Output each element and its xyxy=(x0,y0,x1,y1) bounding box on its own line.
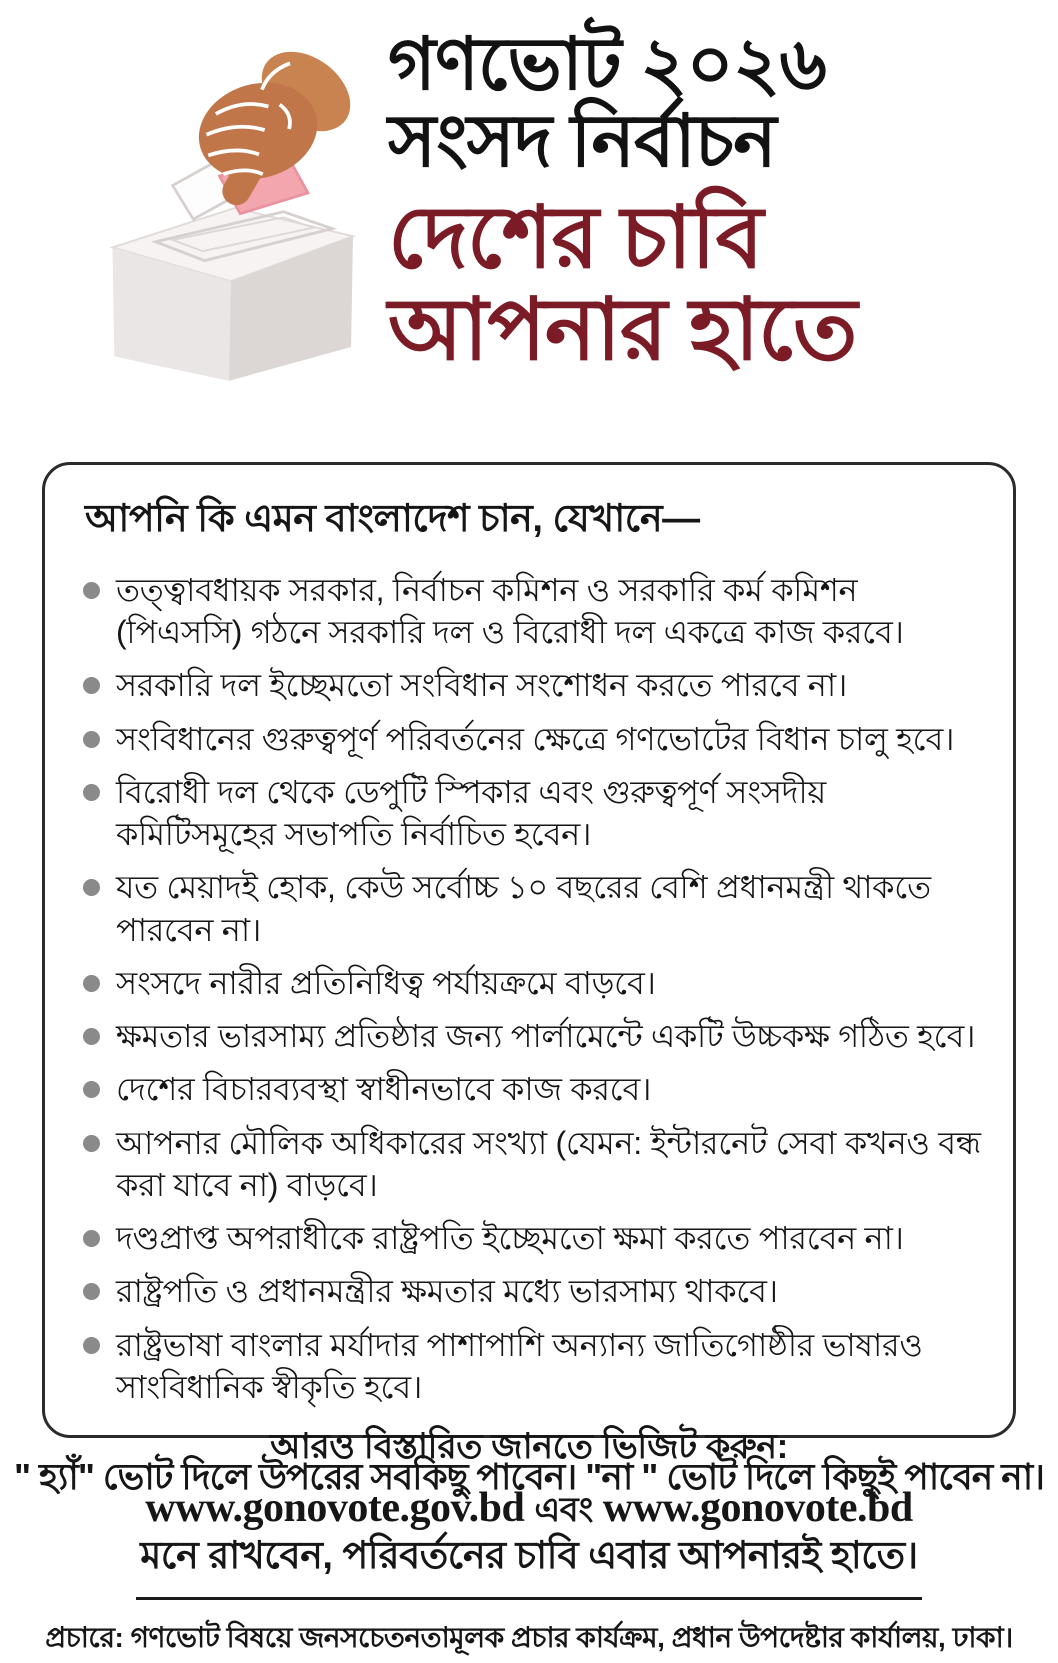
bullet-text: দেশের বিচারব্যবস্থা স্বাধীনভাবে কাজ করবে। xyxy=(116,1071,652,1108)
bullet-text: রাষ্ট্রপতি ও প্রধানমন্ত্রীর ক্ষমতার মধ্যে ভারসাম্য থাকবে। xyxy=(116,1273,778,1310)
list-item xyxy=(77,664,981,706)
title-line-2: সংসদ নির্বাচন xyxy=(388,101,776,183)
remember-line-wrap xyxy=(0,1526,1058,1600)
remember-line: মনে রাখবেন, পরিবর্তনের চাবি এবার আপনারই হাতে। xyxy=(136,1526,921,1600)
bullet-dot-icon xyxy=(83,731,100,748)
list-item xyxy=(77,718,981,760)
visit-prompt: আরও বিস্তারিত জানতে ভিজিট করুন: xyxy=(270,1426,788,1466)
list-item xyxy=(77,866,981,950)
bullet-list xyxy=(77,569,981,1408)
bullet-dot-icon xyxy=(83,784,100,801)
bullet-text: সরকারি দল ইচ্ছেমতো সংবিধান সংশোধন করতে পারবে না। xyxy=(116,667,848,704)
bullet-dot-icon xyxy=(83,1337,100,1354)
list-item xyxy=(77,1068,981,1110)
title-line-1: গণভোট ২০২৬ xyxy=(388,24,826,105)
bullet-text: সংসদে নারীর প্রতিনিধিত্ব পর্যায়ক্রমে বাড়বে। xyxy=(116,964,656,1001)
poster-header xyxy=(0,0,1058,452)
list-item xyxy=(77,1217,981,1259)
bullet-dot-icon xyxy=(83,975,100,992)
bullet-text: দণ্ডপ্রাপ্ত অপরাধীকে রাষ্ট্রপতি ইচ্ছেমতো ক্ষমা করতে পারবেন না। xyxy=(116,1220,904,1257)
bullet-dot-icon xyxy=(83,1135,100,1152)
list-item xyxy=(77,1324,981,1408)
bullet-dot-icon xyxy=(83,1028,100,1045)
title-block xyxy=(368,0,1058,452)
list-item xyxy=(77,1015,981,1057)
list-item xyxy=(77,569,981,653)
list-item xyxy=(77,771,981,855)
bullet-text: আপনার মৌলিক অধিকারের সংখ্যা (যেমন: ইন্টারনেট সেবা কখনও বন্ধ করা যাবে না) বাড়বে। xyxy=(116,1124,981,1203)
url-main: www.gonovote.bd xyxy=(602,1484,913,1531)
bullet-text: সংবিধানের গুরুত্বপূর্ণ পরিবর্তনের ক্ষেত্রে গণভোটের বিধান চালু হবে। xyxy=(116,720,955,757)
url-gov: www.gonovote.gov.bd xyxy=(145,1484,525,1531)
bullet-dot-icon xyxy=(83,1230,100,1247)
bullet-text: যত মেয়াদই হোক, কেউ সর্বোচ্চ ১০ বছরের বেশি প্রধানমন্ত্রী থাকতে পারবেন না। xyxy=(116,869,931,948)
bullet-dot-icon xyxy=(83,677,100,694)
slogan-line-1: দেশের চাবি xyxy=(388,189,763,286)
bullet-dot-icon xyxy=(83,1283,100,1300)
bullet-text: তত্ত্বাবধায়ক সরকার, নির্বাচন কমিশন ও সরকারি কর্ম কমিশন (পিএসসি) গঠনে সরকারি দল ও বিরোধী দল একত্রে কাজ করবে। xyxy=(116,572,904,651)
list-item xyxy=(77,962,981,1004)
list-item xyxy=(77,1122,981,1206)
question-box-heading: আপনি কি এমন বাংলাদেশ চান, যেখানে— xyxy=(85,498,700,540)
bullet-dot-icon xyxy=(83,1081,100,1098)
bullet-text: ক্ষমতার ভারসাম্য প্রতিষ্ঠার জন্য পার্লামেন্টে একটি উচ্চকক্ষ গঠিত হবে। xyxy=(116,1018,976,1055)
bullet-dot-icon xyxy=(83,879,100,896)
bullet-dot-icon xyxy=(83,582,100,599)
ballot-box-hand-icon xyxy=(58,38,368,393)
yes-no-vote-line: " হ্যাঁ" ভোট দিলে উপরের সবকিছু পাবেন। "না " ভোট দিলে কিছুই পাবেন না। xyxy=(13,1456,1045,1497)
campaign-credit-line: প্রচারে: গণভোট বিষয়ে জনসচেতনতামূলক প্রচার কার্যক্রম, প্রধান উপদেষ্টার কার্যালয়, ঢাকা। xyxy=(45,1622,1013,1653)
bullet-text: রাষ্ট্রভাষা বাংলার মর্যাদার পাশাপাশি অন্যান্য জাতিগোষ্ঠীর ভাষারও সাংবিধানিক স্বীকৃতি হবে। xyxy=(116,1326,923,1405)
slogan-line-2: আপনার হাতে xyxy=(388,281,857,378)
url-conjunction: এবং xyxy=(534,1490,593,1529)
ballot-box-illustration xyxy=(0,0,368,452)
bullet-text: বিরোধী দল থেকে ডেপুটি স্পিকার এবং গুরুত্বপূর্ণ সংসদীয় কমিটিসমূহের সভাপতি নির্বাচিত হবেন। xyxy=(116,773,826,853)
list-item xyxy=(77,1270,981,1312)
